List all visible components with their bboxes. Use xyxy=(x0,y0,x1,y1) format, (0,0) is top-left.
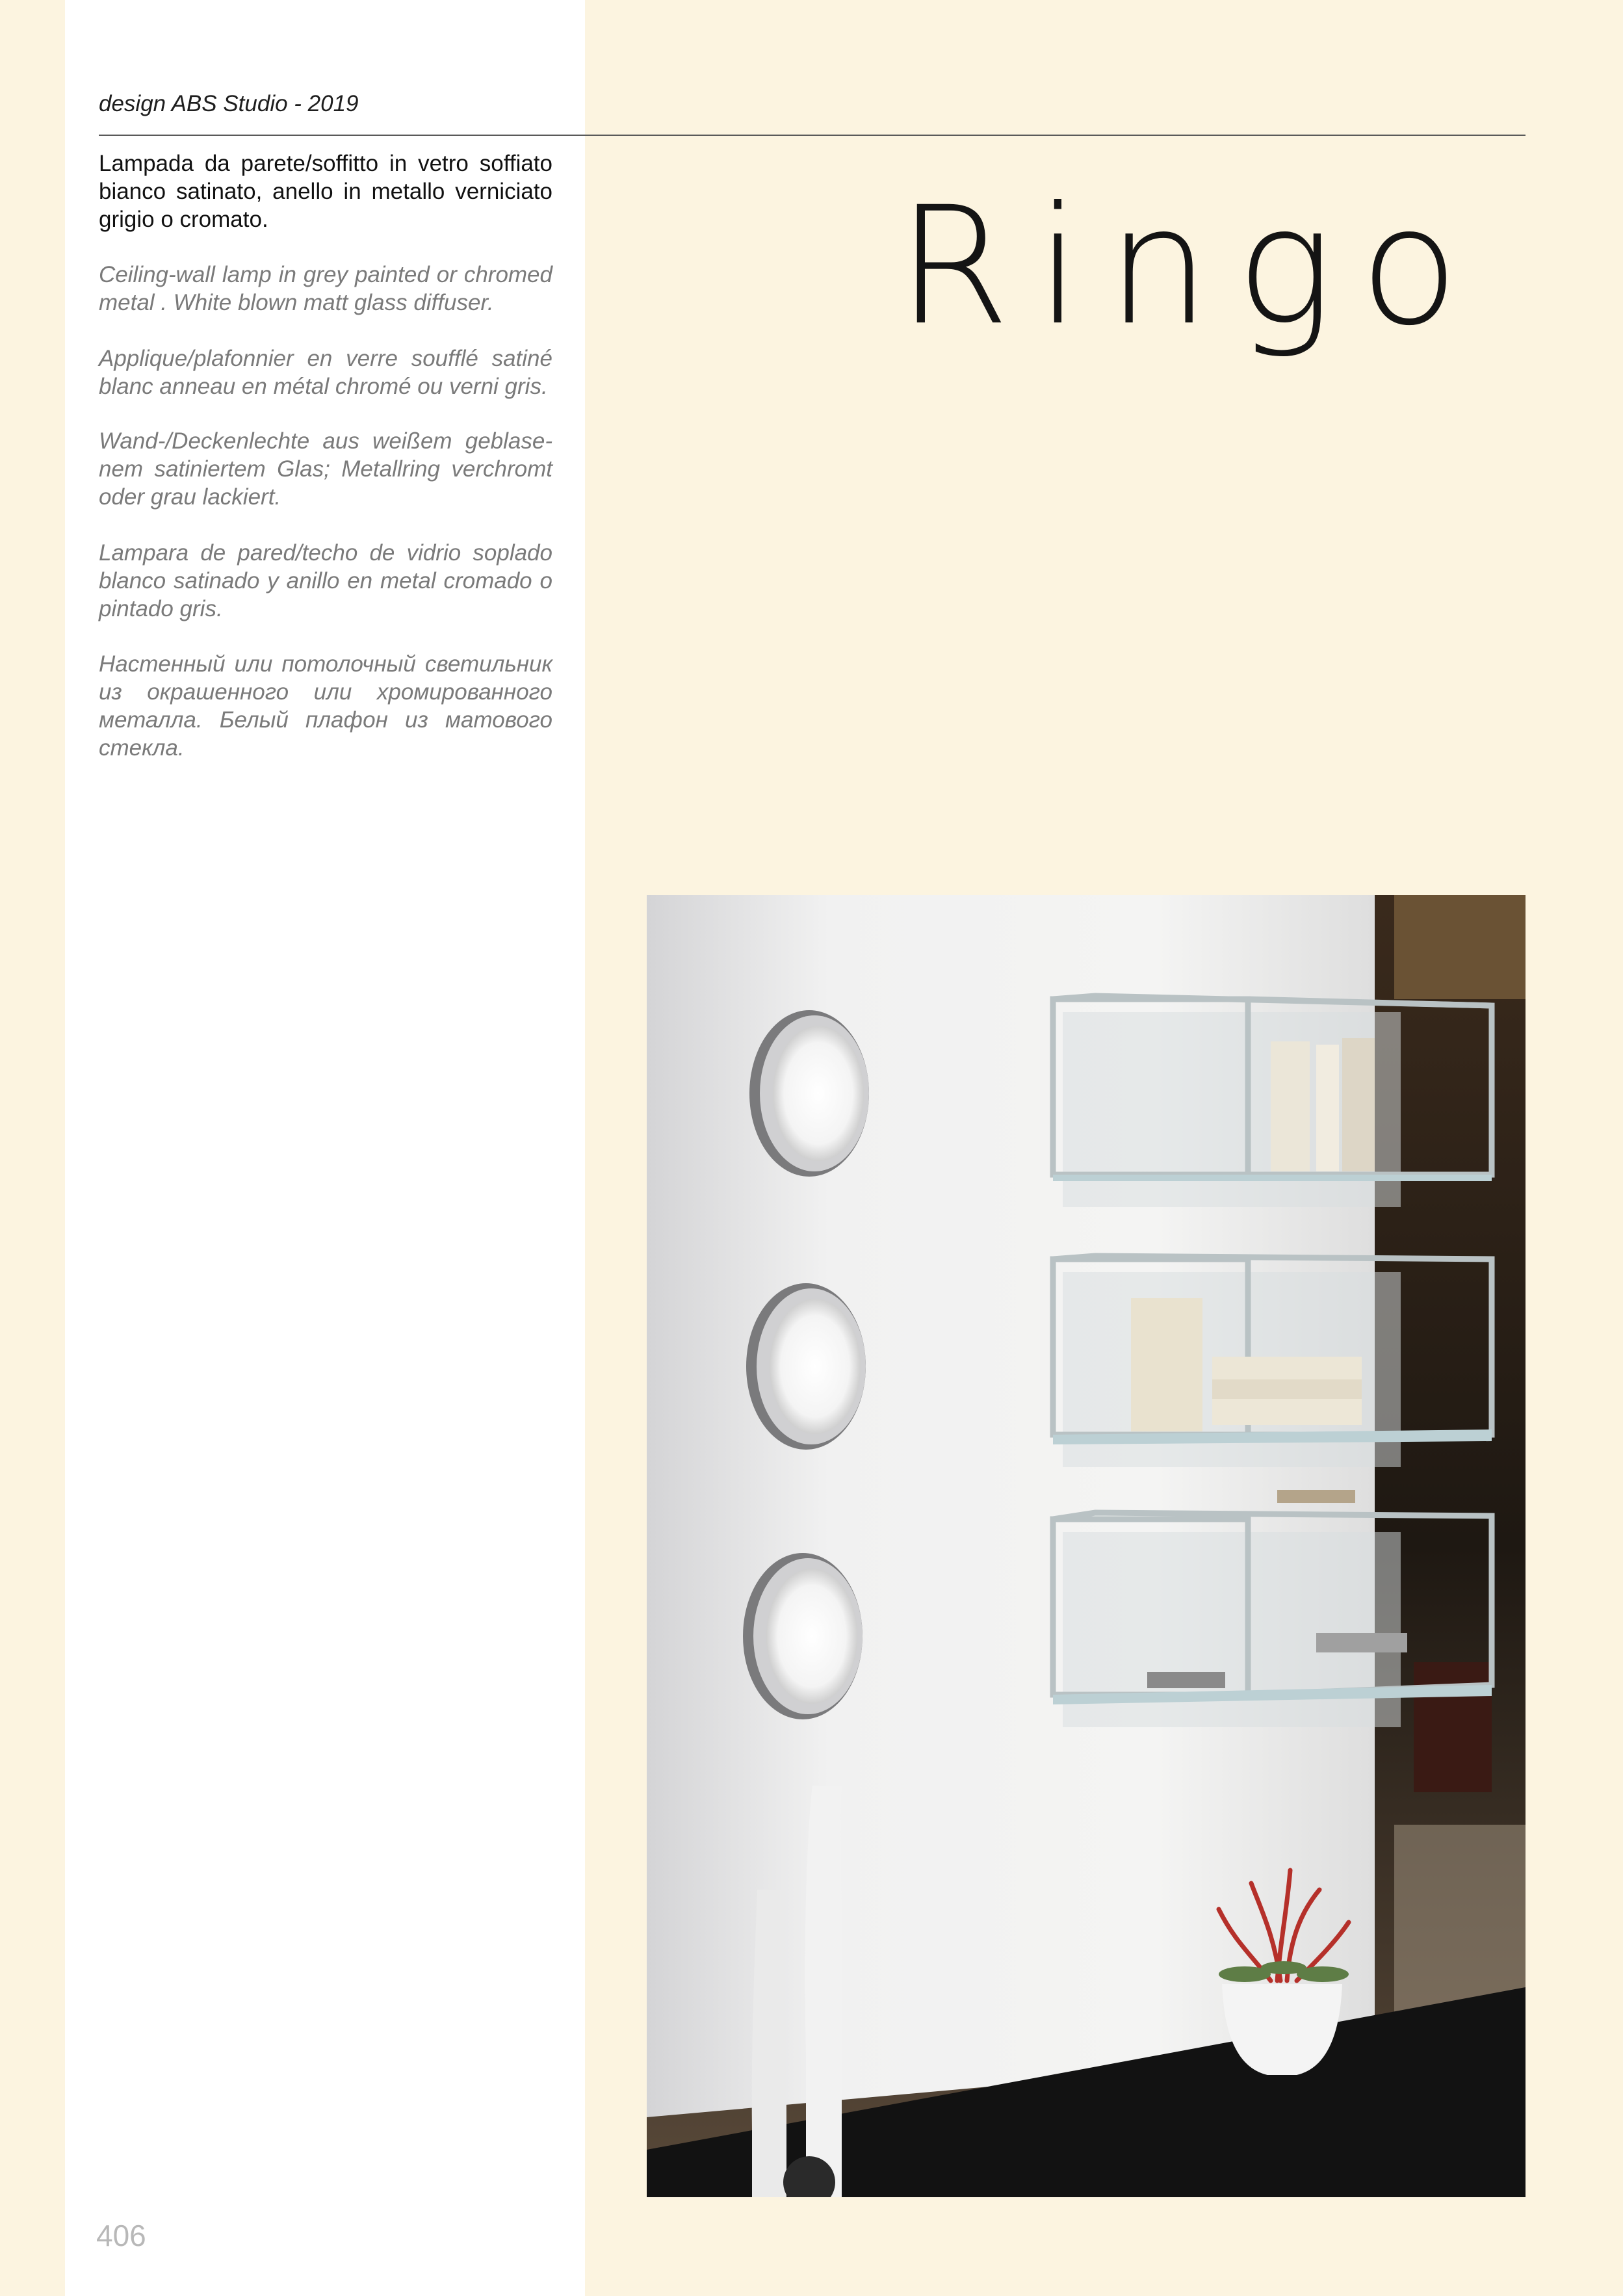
description-french: Applique/plafonnier en verre soufflé satiné blanc anneau en métal chromé ou verni gris. xyxy=(99,346,552,399)
description-italian: Lampada da parete/soffitto in vetro soffiato bianco satinato, anello in metallo verniciato grigio o cromato. xyxy=(99,151,552,232)
page-number: 406 xyxy=(96,2219,146,2252)
product-title: Ringo xyxy=(897,172,1485,361)
design-credit: design ABS Studio - 2019 xyxy=(99,91,359,116)
product-photo xyxy=(647,895,1526,2197)
ceiling-lamp-top xyxy=(749,1010,869,1177)
description-english: Ceiling-wall lamp in grey painted or chromed metal . White blown matt glass diffuser. xyxy=(99,262,552,315)
ceiling-lamp-bottom xyxy=(743,1553,863,1719)
description-german: Wand-/Deckenlechte aus weißem geblase-nem satiniertem Glas; Metallring verchromt oder grau lackiert. xyxy=(99,428,552,510)
ceiling-lamp-middle xyxy=(746,1283,866,1450)
header-rule xyxy=(99,135,1526,136)
description-spanish: Lampara de pared/techo de vidrio soplado blanco satinado y anillo en metal cromado o pintado gris. xyxy=(99,540,552,621)
description-russian: Настенный или потолочный светильник из окрашенного или хромированного металла. Белый плафон из матового стекла. xyxy=(99,651,552,761)
